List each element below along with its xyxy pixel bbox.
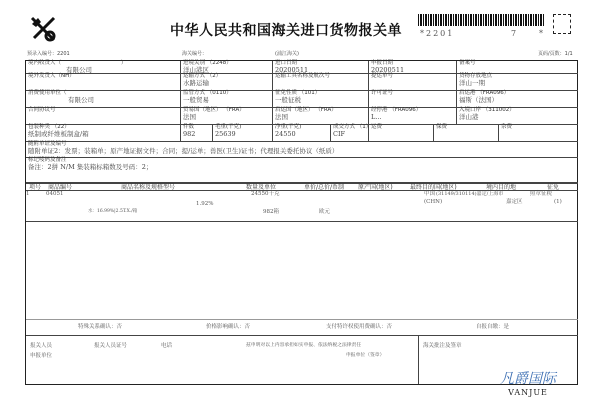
trade-country-cell: 贸易国（地区） （FRA） 法国 bbox=[181, 108, 273, 125]
customs-emblem-icon bbox=[28, 14, 58, 44]
confirmations-row: 特殊关系确认：否 价格影响确认：否 支付特许权使用费确认：否 自报自缴：是 bbox=[26, 319, 578, 336]
customs-remarks-section: 海关批注及签章 bbox=[423, 343, 462, 349]
page-title: 中华人民共和国海关进口货物报关单 bbox=[170, 23, 402, 39]
barcode-text: *2201 bbox=[420, 29, 455, 38]
declarant-section: 报关人员 报关人员证号 电话 兹申明对以上内容承担如实申报、依法纳税之法律责任 申报单位（签章） 申报单位 bbox=[26, 336, 419, 384]
import-date-cell: 进口日期 20200511 bbox=[273, 61, 369, 74]
goods-row: 1 04051 24550千克 1.92% 水：16.99%|2.5T.X./箱 982箱 欧元 中国 (CHN) (31149/310114)嘉定/上海市 嘉定区 照章征税 (1) bbox=[26, 191, 578, 222]
bill-no-cell: 提运单号 bbox=[369, 74, 457, 91]
preentry-no: 预录入编号：2201 bbox=[27, 51, 70, 57]
vanjue-logo bbox=[500, 368, 556, 397]
barcode-suffix: 7 bbox=[511, 29, 517, 38]
levy-nature-cell: 征免性质 （101） 一般征税 bbox=[273, 91, 369, 108]
supervision-cell: 监管方式 （0110） 一般贸易 bbox=[181, 91, 273, 108]
entry-customs-cell: 进境关别 （2248） 洋山港区 bbox=[181, 61, 273, 74]
gross-weight-cell: 毛重(千克) 25639 bbox=[213, 125, 273, 142]
marks-cell: 标记唛码及备注 备注：2拼 N/M 集装箱标箱数及号码：2； bbox=[26, 158, 578, 183]
page-number: 页码/页数：1/1 bbox=[538, 51, 573, 57]
vessel-cell: 运输工具名称及航次号 bbox=[273, 74, 369, 91]
record-no-cell: 备案号 bbox=[457, 61, 578, 74]
customs-no: 海关编号： bbox=[182, 51, 208, 57]
consumer-cell: 消费使用单位（ 有限公司 bbox=[26, 91, 181, 108]
shipper-cell: 境外发货人（NH） bbox=[26, 74, 181, 91]
customs-office: (浦江海关) bbox=[275, 51, 299, 57]
origin-country-cell: 启运国（地区） （FRA） 法国 bbox=[273, 108, 369, 125]
package-type-cell: 包装种类 （22） 纸制或纤维板制盒/箱 bbox=[26, 125, 181, 142]
net-weight-cell: 净重(千克) 24550 bbox=[273, 125, 331, 142]
consignee-cell: 境内收货人（ ） 有限公司 bbox=[26, 61, 181, 74]
stop-port-cell: 经停港 （FRA096） L... bbox=[369, 108, 457, 125]
pieces-cell: 件数 982 bbox=[181, 125, 213, 142]
misc-cell: 杂费 bbox=[499, 125, 578, 142]
qr-code bbox=[553, 14, 571, 34]
barcode bbox=[418, 14, 544, 26]
declaration-form bbox=[25, 60, 578, 385]
insurance-cell: 保费 bbox=[434, 125, 499, 142]
deal-mode-cell: 成交方式 （1） CIF bbox=[331, 125, 369, 142]
goods-header: 项号 商品编号 商品名称及规格型号 数量及单位 单价/总价/币制 原产国(地区) 最终目的国(地区) 境内目的地 征免 bbox=[26, 183, 578, 191]
departure-port-cell: 启运港 （FRA096） 福斯（法国） bbox=[457, 91, 578, 108]
documents-cell: 随附单证及编号 随附单证2：发票；装箱单；原产地证据文件；合同；提/运单；兽医(卫生)证书；代理报关委托协议（纸质） bbox=[26, 142, 578, 158]
transport-mode-cell: 运输方式 （2） 水路运输 bbox=[181, 74, 273, 91]
storage-cell: 货物存放地点 洋山一期 bbox=[457, 74, 578, 91]
declare-date-cell: 申报日期 20200511 bbox=[369, 61, 457, 74]
contract-cell: 合同协议号 bbox=[26, 108, 181, 125]
entry-port-cell: 入境口岸 （311002） 洋山港 bbox=[457, 108, 578, 125]
barcode-star: * bbox=[539, 29, 543, 38]
logo-text: 凡爵国际 bbox=[500, 371, 556, 387]
freight-cell: 运费 bbox=[369, 125, 434, 142]
license-cell: 许可证号 bbox=[369, 91, 457, 108]
logo-en: VANJUE bbox=[508, 388, 548, 397]
